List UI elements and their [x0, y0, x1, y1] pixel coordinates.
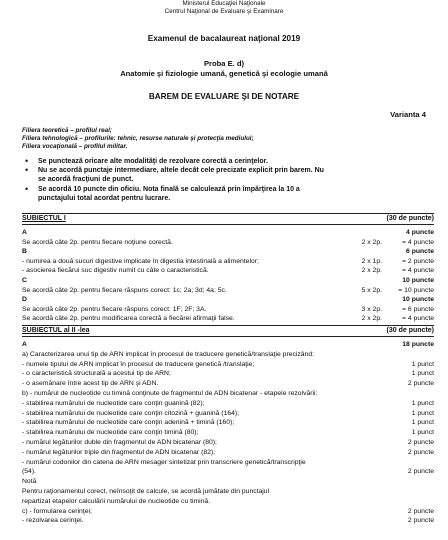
- row-text: repartizat etapelor calculării numărului de nucleotide cu timină.: [22, 497, 211, 505]
- barem-row: [22, 458, 434, 467]
- barem-title: BAREM DE EVALUARE ŞI DE NOTARE: [148, 92, 300, 101]
- barem-row: [22, 428, 434, 437]
- row-text: Se acordă câte 2p. pentru fiecare noţiune corectă.: [22, 238, 173, 246]
- row-points: 10 puncte: [402, 277, 434, 284]
- row-text: a) Caracterizarea unui tip de ARN implicat în procesul de traducere genetică/translaţie precizând:: [22, 350, 315, 358]
- barem-row: [22, 257, 434, 266]
- row-multiplier: 2 x 1p.: [361, 257, 382, 265]
- bullet-icon: •: [25, 184, 29, 194]
- bullet-icon: •: [25, 156, 29, 166]
- row-points: 2 puncte: [407, 507, 434, 515]
- row-text: Se acordă câte 2p. pentru fiecare răspuns corect: 1c; 2a; 3d; 4a; 5c.: [22, 286, 227, 294]
- row-multiplier: 2 x 2p.: [361, 315, 382, 323]
- row-points: 2 puncte: [407, 468, 434, 476]
- barem-row: [22, 295, 434, 304]
- row-points: 1 punct: [411, 429, 434, 437]
- section-total: (30 de puncte): [386, 327, 434, 334]
- filiera-line: Filiera vocaţională – profilul militar.: [22, 143, 128, 150]
- barem-row: [22, 399, 434, 408]
- barem-row: [22, 305, 434, 314]
- filiera-line: Filiera teoretică – profilul real;: [22, 127, 112, 134]
- section-title: SUBIECTUL al II -lea: [22, 327, 90, 334]
- barem-row: [22, 418, 434, 427]
- ministry-header: Ministerul Educaţiei Naţionale: [182, 0, 266, 7]
- row-points: 18 puncte: [402, 341, 434, 348]
- row-points: 1 punct: [411, 370, 434, 378]
- barem-row: [22, 360, 434, 369]
- row-points: 2 puncte: [407, 439, 434, 446]
- barem-row: [22, 487, 434, 496]
- row-text: - asocierea fiecărui suc digestiv numit cu câte o caracteristică.: [22, 267, 209, 275]
- row-text: - numărul legăturilor duble din fragmentul de ADN bicatenar (80);: [22, 439, 217, 446]
- row-points: 1 punct: [411, 399, 434, 407]
- barem-row: [22, 448, 434, 457]
- row-text: - stabilirea numărului de nucleotide care conţin adenină + timină (160);: [22, 419, 235, 427]
- barem-row: [22, 467, 434, 476]
- row-multiplier: 5 x 2p.: [361, 286, 382, 294]
- barem-row: [22, 389, 434, 398]
- barem-row: [22, 438, 434, 447]
- barem-row: [22, 238, 434, 247]
- section-title: SUBIECTUL I: [22, 215, 66, 222]
- row-text: - numărul legăturilor triple din fragmentul de ADN bicatenar (82);: [22, 448, 216, 456]
- barem-row: [22, 276, 434, 285]
- barem-row: [22, 497, 434, 506]
- barem-row: [22, 314, 434, 323]
- divider: [22, 213, 434, 214]
- filiera-line: Filiera tehnologică – profilurile: tehnic, resurse naturale şi protecţia mediului;: [22, 135, 254, 142]
- row-points: = 4 puncte: [402, 267, 434, 275]
- variant-label: Varianta 4: [390, 110, 426, 119]
- row-text: c) - formularea cerinţei;: [22, 507, 92, 515]
- row-points: = 4 puncte: [402, 238, 434, 246]
- row-points: = 2 puncte: [402, 257, 434, 265]
- row-text: - o caracteristică structurală a acestui tip de ARN;: [22, 370, 171, 378]
- row-points: = 6 puncte: [402, 305, 434, 313]
- barem-row: [22, 266, 434, 275]
- row-multiplier: 2 x 2p.: [361, 267, 382, 275]
- exam-title: Examenul de bacalaureat naţional 2019: [147, 34, 301, 43]
- row-text: Se acordă câte 2p. pentru modificarea corectă a fiecărei afirmaţii false.: [22, 315, 235, 323]
- row-points: 10 puncte: [402, 296, 434, 304]
- row-multiplier: 3 x 2p.: [361, 305, 382, 313]
- center-header: Centrul Naţional de Evaluare şi Examinare: [164, 8, 284, 15]
- row-text: - stabilirea numărului de nucleotide care conţin timină (80);: [22, 429, 199, 437]
- row-points: 1 punct: [411, 419, 434, 427]
- row-points: 2 puncte: [407, 380, 434, 388]
- barem-row: [22, 507, 434, 516]
- barem-row: [22, 516, 434, 525]
- barem-row: [22, 340, 434, 349]
- row-text: - numirea a două sucuri digestive implicate în digestia intestinală a alimentelor;: [22, 257, 259, 265]
- barem-row: [22, 247, 434, 256]
- row-text: A: [22, 229, 27, 236]
- barem-row: [22, 477, 434, 486]
- barem-row: [22, 369, 434, 378]
- barem-row: [22, 409, 434, 418]
- bullet-icon: •: [25, 165, 29, 175]
- row-text: Notă: [22, 478, 37, 486]
- row-text: - rezolvarea cerinţei.: [22, 517, 84, 525]
- row-text: Se acordă câte 2p. pentru fiecare răspuns corect: 1F; 2F; 3A.: [22, 305, 207, 313]
- row-points: 4 puncte: [406, 229, 434, 236]
- row-text: A: [22, 341, 27, 348]
- row-text: - numărul codonilor din catena de ARN mesager sintetizat prin transcriere genetică/transcripţie: [22, 458, 306, 466]
- barem-row: [22, 350, 434, 359]
- barem-row: [22, 286, 434, 295]
- row-text: b) - numărul de nucleotide cu timină conţinute de fragmentul de ADN bicatenar - etapele rezolvării:: [22, 390, 318, 397]
- row-text: B: [22, 248, 27, 256]
- row-text: Pentru raţionamentul corect, neînsoţit de calcule, se acordă jumătate din punctajul: [22, 488, 270, 495]
- barem-row: [22, 228, 434, 237]
- divider: [22, 224, 434, 225]
- row-points: = 4 puncte: [402, 315, 434, 323]
- rule-line: Se punctează oricare alte modalităţi de rezolvare corectă a cerinţelor.: [38, 158, 268, 165]
- rule-line: Nu se acordă punctaje intermediare, altele decât cele precizate explicit prin barem. Nu: [38, 167, 324, 174]
- section-total: (30 de puncte): [386, 215, 434, 222]
- barem-row: [22, 379, 434, 388]
- rule-line: se acordă fracţiuni de punct.: [38, 176, 134, 183]
- subject-name: Anatomie şi fiziologie umană, genetică şi ecologie umană: [120, 69, 328, 78]
- row-text: D: [22, 296, 27, 304]
- row-multiplier: 2 x 2p.: [361, 238, 382, 246]
- row-points: 6 puncte: [406, 248, 434, 256]
- row-text: - o asemănare între acest tip de ARN şi ADN.: [22, 380, 159, 388]
- proba-label: Proba E. d): [203, 59, 245, 68]
- row-text: (54).: [22, 468, 36, 476]
- row-points: 2 puncte: [407, 448, 434, 456]
- rule-line: punctajului total acordat pentru lucrare.: [38, 195, 171, 202]
- row-text: - stabilirea numărului de nucleotide care conţin citozină + guanină (164);: [22, 409, 240, 417]
- divider: [22, 336, 434, 337]
- rule-line: Se acordă 10 puncte din oficiu. Nota finală se calculează prin împărţirea la 10 a: [38, 186, 300, 193]
- row-points: 1 punct: [411, 360, 434, 368]
- row-text: - numele tipului de ARN implicat în procesul de traducere genetică /translaţie;: [22, 360, 255, 368]
- row-points: 1 punct: [411, 409, 434, 417]
- row-points: = 10 puncte: [398, 286, 434, 294]
- row-text: - stabilirea numărului de nucleotide care conţin guanină (82);: [22, 399, 205, 407]
- row-text: C: [22, 277, 27, 284]
- row-points: 2 puncte: [407, 517, 434, 525]
